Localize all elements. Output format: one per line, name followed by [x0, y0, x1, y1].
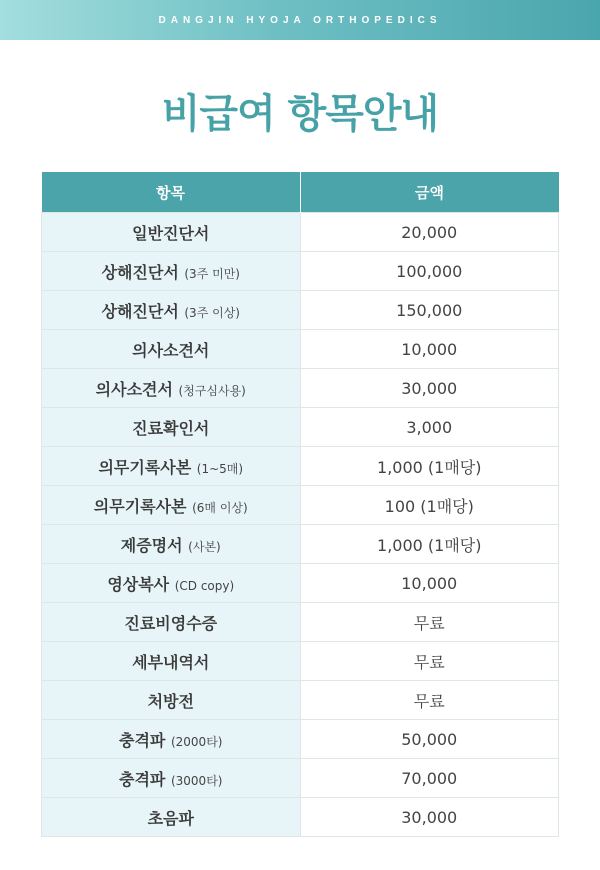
item-cell	[42, 330, 301, 369]
item-name: 처방전	[147, 691, 194, 711]
item-cell	[42, 642, 301, 681]
price-table	[41, 172, 559, 837]
item-name: 상해진단서	[101, 262, 179, 282]
table-row	[42, 330, 559, 369]
table-body	[42, 213, 559, 837]
price-cell: 1,000 (1매당)	[300, 525, 559, 564]
table-row	[42, 681, 559, 720]
item-cell	[42, 759, 301, 798]
item-cell	[42, 213, 301, 252]
item-name: 충격파	[119, 769, 166, 789]
table-row	[42, 447, 559, 486]
price-cell: 20,000	[300, 213, 559, 252]
price-cell: 10,000	[300, 330, 559, 369]
item-name: 의사소견서	[132, 340, 210, 360]
price-cell: 150,000	[300, 291, 559, 330]
table-row	[42, 525, 559, 564]
item-name: 의무기록사본	[98, 457, 192, 477]
item-name: 초음파	[147, 808, 194, 828]
table-row	[42, 213, 559, 252]
price-cell: 70,000	[300, 759, 559, 798]
price-cell: 1,000 (1매당)	[300, 447, 559, 486]
item-cell	[42, 486, 301, 525]
item-cell	[42, 681, 301, 720]
price-cell: 무료	[300, 603, 559, 642]
price-cell: 50,000	[300, 720, 559, 759]
table-row	[42, 252, 559, 291]
table-row	[42, 603, 559, 642]
table-row	[42, 291, 559, 330]
table-row	[42, 798, 559, 837]
item-cell	[42, 720, 301, 759]
item-name: 영상복사	[107, 574, 170, 594]
table-row	[42, 369, 559, 408]
table-row	[42, 564, 559, 603]
table-row	[42, 408, 559, 447]
item-name: 의사소견서	[95, 379, 173, 399]
item-note: (6매 이상)	[192, 500, 248, 515]
price-cell: 100 (1매당)	[300, 486, 559, 525]
column-header-item: 항목	[42, 172, 301, 213]
price-cell: 30,000	[300, 369, 559, 408]
header-banner	[0, 0, 600, 40]
price-cell: 3,000	[300, 408, 559, 447]
item-name: 세부내역서	[132, 652, 210, 672]
item-cell	[42, 252, 301, 291]
price-cell: 10,000	[300, 564, 559, 603]
page-title: 비급여 항목안내	[161, 91, 439, 137]
item-note: (사본)	[188, 539, 221, 554]
item-name: 의무기록사본	[93, 496, 187, 516]
item-cell	[42, 291, 301, 330]
clinic-name: DANGJIN HYOJA ORTHOPEDICS	[158, 14, 442, 26]
table-row	[42, 642, 559, 681]
item-note: (3주 미만)	[184, 266, 240, 281]
item-cell	[42, 408, 301, 447]
item-note: (CD copy)	[174, 578, 235, 593]
price-cell: 30,000	[300, 798, 559, 837]
price-cell: 100,000	[300, 252, 559, 291]
item-name: 제증명서	[120, 535, 183, 555]
item-note: (2000타)	[170, 734, 223, 749]
item-name: 충격파	[119, 730, 166, 750]
item-cell	[42, 369, 301, 408]
table-header-row	[42, 172, 559, 213]
item-cell	[42, 603, 301, 642]
table-row	[42, 486, 559, 525]
item-name: 진료확인서	[132, 418, 210, 438]
item-note: (3000타)	[170, 773, 223, 788]
table-row	[42, 759, 559, 798]
item-note: (3주 이상)	[184, 305, 240, 320]
item-name: 상해진단서	[101, 301, 179, 321]
item-cell	[42, 564, 301, 603]
item-note: (청구심사용)	[178, 383, 246, 398]
item-note: (1~5매)	[196, 461, 244, 476]
item-cell	[42, 798, 301, 837]
item-name: 진료비영수증	[124, 613, 218, 633]
item-cell	[42, 525, 301, 564]
item-cell	[42, 447, 301, 486]
item-name: 일반진단서	[132, 223, 210, 243]
price-cell: 무료	[300, 681, 559, 720]
table-row	[42, 720, 559, 759]
column-header-price: 금액	[300, 172, 559, 213]
price-cell: 무료	[300, 642, 559, 681]
